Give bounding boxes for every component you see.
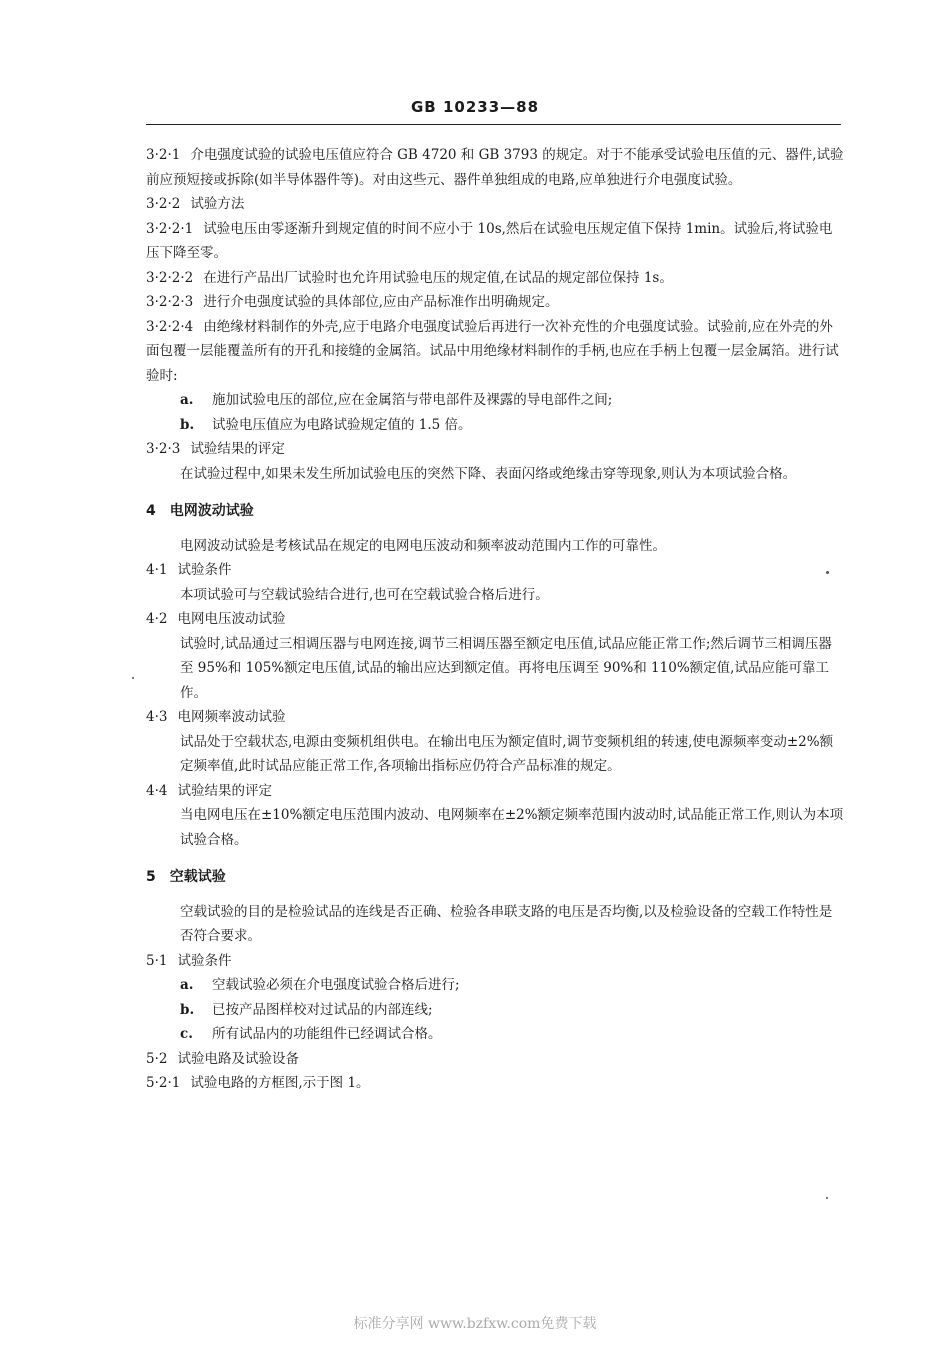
- clause: [146, 266, 844, 291]
- list-item-text: 所有试品内的功能组件已经调试合格。: [212, 1026, 442, 1042]
- clause-text: 电网电压波动试验: [177, 611, 286, 627]
- clause: [146, 1071, 844, 1096]
- clause: [146, 558, 844, 583]
- clause-text: 在进行产品出厂试验时也允许用试验电压的规定值,在试品的规定部位保持 1s。: [203, 269, 673, 286]
- clause-number: 4·4: [146, 782, 168, 799]
- clause-text: 试验方法: [190, 196, 245, 212]
- clause-text: 进行介电强度试验的具体部位,应由产品标准作出明确规定。: [203, 294, 559, 310]
- list-item-text: 空载试验必须在介电强度试验合格后进行;: [212, 977, 460, 993]
- clause-number: 3·2·3: [146, 441, 181, 457]
- clause-text: 试验结果的评定: [177, 782, 272, 799]
- body-paragraph: 空载试验的目的是检验试品的连线是否正确、检验各串联支路的电压是否均衡,以及检验设备的空载工作特性是否符合要求。: [180, 903, 833, 944]
- clause: [146, 607, 844, 632]
- clause: [146, 949, 844, 974]
- scan-speck: [826, 1197, 828, 1199]
- clause: [146, 290, 844, 315]
- clause-number: 3·2·1: [146, 147, 181, 163]
- section-heading: [146, 865, 844, 890]
- clause-number: 3·2·2: [146, 196, 181, 212]
- clause-number: 3·2·2·1: [146, 220, 194, 237]
- clause-number: 3·2·2·4: [146, 318, 194, 335]
- list-item: [146, 1022, 844, 1047]
- clause-text: 试验电路的方框图,示于图 1。: [190, 1075, 370, 1091]
- clause-text: 试验条件: [177, 562, 232, 578]
- clause-text: 试验电压由零逐渐升到规定值的时间不应小于 10s,然后在试验电压规定值下保持 1min。试验后,将试验电压下降至零。: [146, 220, 833, 261]
- clause: [146, 217, 844, 266]
- clause: [146, 705, 844, 730]
- clause: [146, 437, 844, 462]
- list-marker: c.: [180, 1026, 193, 1042]
- clause: [146, 192, 844, 217]
- list-item: [146, 973, 844, 998]
- clause-number: 5·2·1: [146, 1075, 181, 1091]
- list-marker: b.: [180, 416, 195, 433]
- list-item-text: 已按产品图样校对过试品的内部连线;: [212, 1001, 433, 1018]
- body-paragraph: 试品处于空载状态,电源由变频机组供电。在输出电压为额定值时,调节变频机组的转速,使电源频率变动±2%额定频率值,此时试品应能正常工作,各项输出指标应仍符合产品标准的规定。: [180, 733, 834, 774]
- clause-text: 试验条件: [177, 952, 232, 969]
- section-number: 5: [146, 869, 156, 885]
- clause: [146, 1047, 844, 1072]
- clause-number: 4·1: [146, 562, 168, 578]
- list-marker: b.: [180, 1001, 195, 1018]
- clause-number: 5·2: [146, 1050, 168, 1067]
- clause-text: 试验电路及试验设备: [177, 1050, 299, 1067]
- body-paragraph: 本项试验可与空载试验结合进行,也可在空载试验合格后进行。: [180, 586, 549, 603]
- clause-text: 电网频率波动试验: [177, 709, 286, 725]
- section-number: 4: [146, 503, 156, 519]
- body-paragraph: 电网波动试验是考核试品在规定的电网电压波动和频率波动范围内工作的可靠性。: [180, 537, 666, 554]
- list-item: [146, 388, 844, 413]
- section-title: 空载试验: [169, 869, 226, 885]
- clause-number: 3·2·2·2: [146, 269, 194, 286]
- scan-speck: [132, 677, 134, 679]
- clause-text: 试验结果的评定: [190, 441, 285, 457]
- document-body: [146, 143, 844, 1096]
- list-item-text: 试验电压值应为电路试验规定值的 1.5 倍。: [212, 416, 472, 433]
- clause-number: 3·2·2·3: [146, 294, 194, 310]
- clause-number: 4·2: [146, 611, 168, 627]
- clause: [146, 143, 844, 192]
- clause: [146, 315, 844, 389]
- list-marker: a.: [180, 977, 194, 993]
- document-header: GB 10233—88: [410, 98, 540, 116]
- clause-number: 5·1: [146, 952, 168, 969]
- list-item: [146, 998, 844, 1023]
- body-paragraph: 试验时,试品通过三相调压器与电网连接,调节三相调压器至额定电压值,试品应能正常工作;然后调节三相调压器至 95%和 105%额定电压值,试品的输出应达到额定值。再将电压调至 90%和 110%额定值,试品应能可靠工作。: [180, 635, 832, 701]
- watermark-footer: 标准分享网 www.bzfxw.com免费下载: [353, 1316, 597, 1332]
- clause-number: 4·3: [146, 709, 168, 725]
- list-item-text: 施加试验电压的部位,应在金属箔与带电部件及裸露的导电部件之间;: [212, 392, 613, 408]
- body-paragraph: 当电网电压在±10%额定电压范围内波动、电网频率在±2%额定频率范围内波动时,试品能正常工作,则认为本项试验合格。: [180, 807, 844, 848]
- body-paragraph: 在试验过程中,如果未发生所加试验电压的突然下降、表面闪络或绝缘击穿等现象,则认为本项试验合格。: [180, 465, 797, 482]
- header-rule: [146, 124, 841, 125]
- list-marker: a.: [180, 392, 194, 408]
- scan-speck: [826, 571, 829, 574]
- clause-text: 介电强度试验的试验电压值应符合 GB 4720 和 GB 3793 的规定。对于不能承受试验电压值的元、器件,试验前应预短接或拆除(如半导体器件等)。对由这些元、器件单独组成的电路,应单独进行介电强度试验。: [146, 147, 844, 188]
- clause: [146, 779, 844, 804]
- section-title: 电网波动试验: [169, 503, 254, 519]
- list-item: [146, 413, 844, 438]
- clause-text: 由绝缘材料制作的外壳,应于电路介电强度试验后再进行一次补充性的介电强度试验。试验前,应在外壳的外面包覆一层能覆盖所有的开孔和接缝的金属箔。试品中用绝缘材料制作的手柄,也应在手柄上包覆一层金属箔。进行试验时:: [146, 318, 839, 384]
- section-heading: [146, 499, 844, 524]
